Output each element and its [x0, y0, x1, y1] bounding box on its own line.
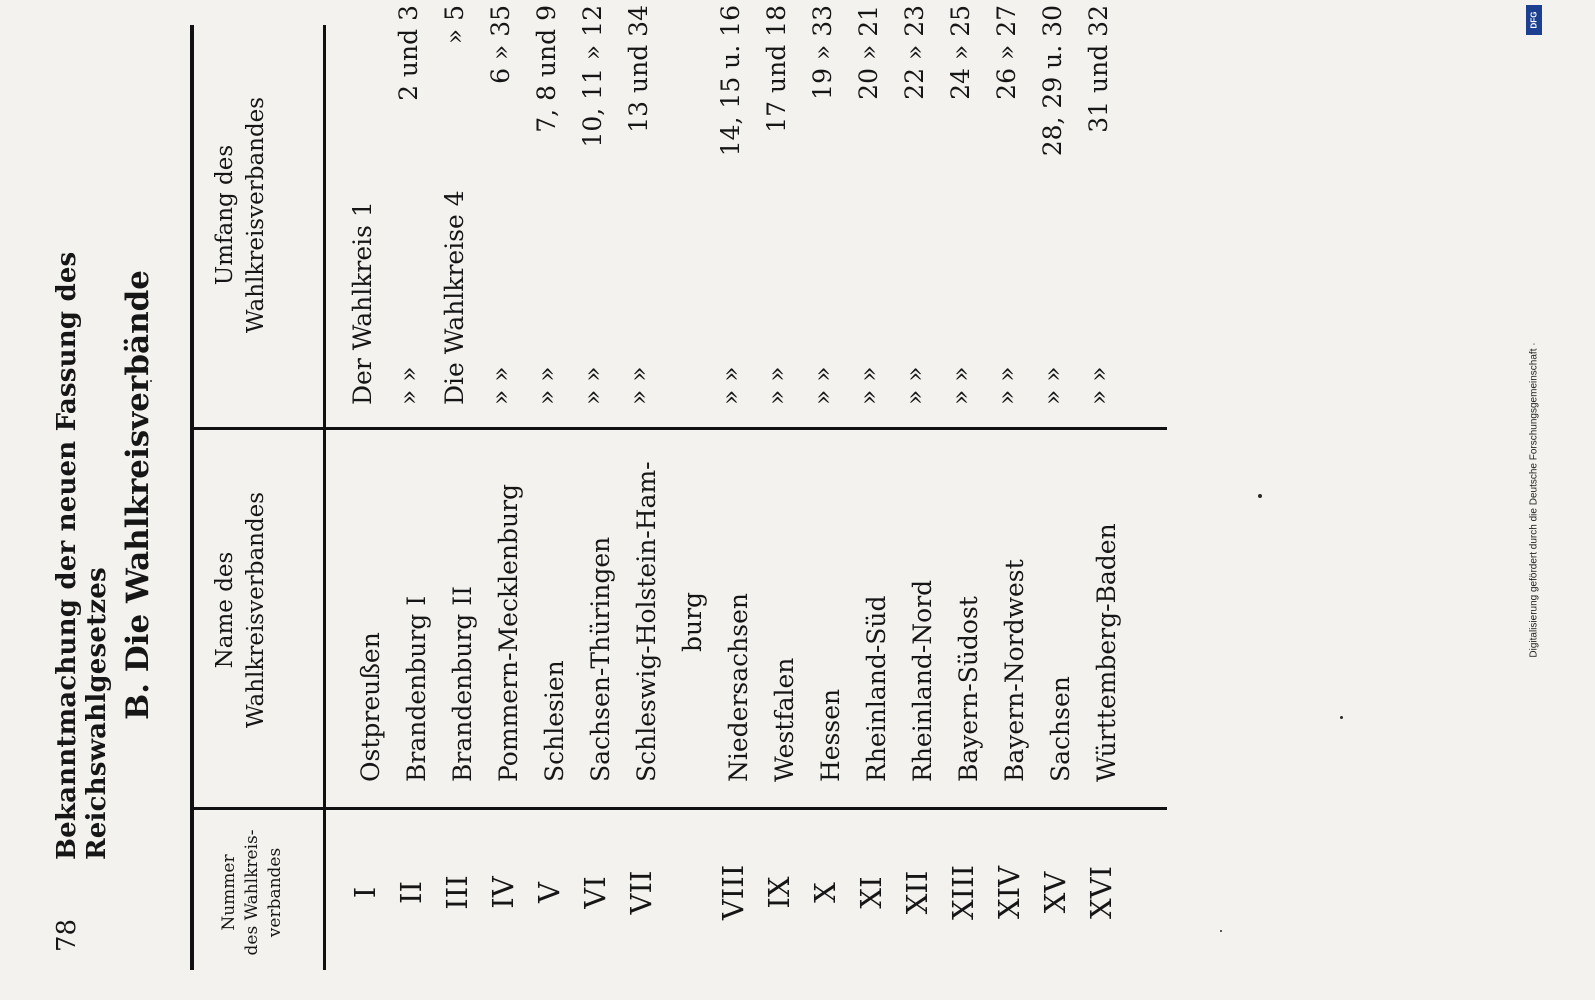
row-number: XI — [854, 876, 888, 909]
scope-prefix: Die Wahlkreise 4 — [440, 190, 469, 405]
row-number: VIII — [716, 864, 750, 921]
scope-prefix: » » — [808, 366, 837, 405]
row-number: XVI — [1084, 865, 1118, 920]
scope-range: 24 » 25 — [946, 5, 975, 100]
row-number: II — [394, 881, 428, 904]
row-name: Niedersachsen — [724, 593, 753, 782]
scope-prefix: » » — [1038, 366, 1067, 405]
scope-prefix: » » — [532, 366, 561, 405]
table-row — [532, 0, 578, 1000]
table-row — [900, 0, 946, 1000]
table-row — [946, 0, 992, 1000]
table-row — [992, 0, 1038, 1000]
scope-prefix: » » — [624, 366, 653, 405]
row-number: VI — [578, 876, 612, 909]
row-number: XV — [1038, 871, 1072, 914]
row-number: IX — [762, 876, 796, 909]
scope-prefix: » » — [992, 366, 1021, 405]
scope-prefix: » » — [854, 366, 883, 405]
row-name: Hessen — [816, 688, 845, 782]
row-name: burg — [678, 591, 707, 652]
table-top-rule — [190, 25, 194, 970]
scope-range: 19 » 33 — [808, 5, 837, 100]
digitization-credit: Digitalisierung gefördert durch die Deutsche Forschungsgemeinschaft · — [1528, 342, 1540, 658]
scope-range: 31 und 32 — [1084, 5, 1113, 133]
scope-prefix: » » — [762, 366, 791, 405]
table-row — [348, 0, 394, 1000]
row-name: Schleswig-Holstein-Ham- — [632, 461, 661, 782]
scope-range: 26 » 27 — [992, 5, 1021, 100]
row-name: Brandenburg I — [402, 595, 431, 782]
row-name: Bayern-Südost — [954, 596, 983, 782]
row-name: Westfalen — [770, 657, 799, 782]
scope-prefix: » » — [578, 366, 607, 405]
table-row — [1084, 0, 1130, 1000]
row-number: IV — [486, 876, 520, 909]
row-name: Württemberg-Baden — [1092, 523, 1121, 782]
dfg-logo: DFG — [1526, 5, 1542, 35]
table-row — [486, 0, 532, 1000]
scope-prefix: » » — [946, 366, 975, 405]
table-row — [854, 0, 900, 1000]
table-row — [1038, 0, 1084, 1000]
scope-range: 10, 11 » 12 — [578, 5, 607, 148]
table-row — [394, 0, 440, 1000]
scope-prefix: » » — [716, 366, 745, 405]
row-name: Ostpreußen — [356, 632, 385, 782]
row-name: Sachsen — [1046, 676, 1075, 782]
scope-range: 2 und 3 — [394, 5, 423, 101]
header-name: Name des Wahlkreisverbandes — [212, 491, 270, 729]
row-number: XIII — [946, 865, 980, 921]
scope-range: 7, 8 und 9 — [532, 5, 561, 133]
scope-range: 14, 15 u. 16 — [716, 5, 745, 157]
row-number: III — [440, 875, 474, 910]
scope-prefix: » » — [1084, 366, 1113, 405]
row-name: Sachsen-Thüringen — [586, 536, 615, 782]
row-name: Rheinland-Nord — [908, 579, 937, 782]
scope-prefix: Der Wahlkreis 1 — [348, 201, 377, 405]
row-number: I — [348, 886, 382, 899]
row-name: Schlesien — [540, 660, 569, 782]
table-row — [670, 0, 716, 1000]
header-number: Nummer des Wahlkreis- verbandes — [219, 829, 285, 956]
row-name: Pommern-Mecklenburg — [494, 483, 523, 782]
table-row — [716, 0, 762, 1000]
scope-range: 6 » 35 — [486, 5, 515, 84]
page-number: 78 — [52, 918, 82, 952]
row-number: XII — [900, 870, 934, 915]
scope-range: 20 » 21 — [854, 5, 883, 100]
scope-range: 22 » 23 — [900, 5, 929, 100]
header-scope: Umfang des Wahlkreisverbandes — [212, 96, 270, 334]
scope-prefix: » » — [900, 366, 929, 405]
scope-range: 17 und 18 — [762, 5, 791, 133]
scope-prefix: » » — [486, 366, 515, 405]
row-name: Brandenburg II — [448, 586, 477, 782]
row-number: VII — [624, 870, 658, 915]
header-bottom-rule — [323, 25, 326, 970]
scope-range: » 5 — [440, 5, 469, 45]
row-name: Rheinland-Süd — [862, 595, 891, 782]
scope-prefix: » » — [394, 366, 423, 405]
running-head: Bekanntmachung der neuen Fassung des Reichswahlgesetzes — [52, 251, 112, 860]
table-row — [440, 0, 486, 1000]
row-number: XIV — [992, 865, 1026, 920]
table-row — [808, 0, 854, 1000]
row-number: X — [808, 882, 842, 903]
section-title: B. Die Wahlkreisverbände — [120, 269, 156, 720]
row-number: V — [532, 882, 566, 903]
table-row — [624, 0, 670, 1000]
table-row — [578, 0, 624, 1000]
scope-range: 13 und 34 — [624, 5, 653, 133]
row-name: Bayern-Nordwest — [1000, 559, 1029, 782]
scope-range: 28, 29 u. 30 — [1038, 5, 1067, 157]
table-row — [762, 0, 808, 1000]
